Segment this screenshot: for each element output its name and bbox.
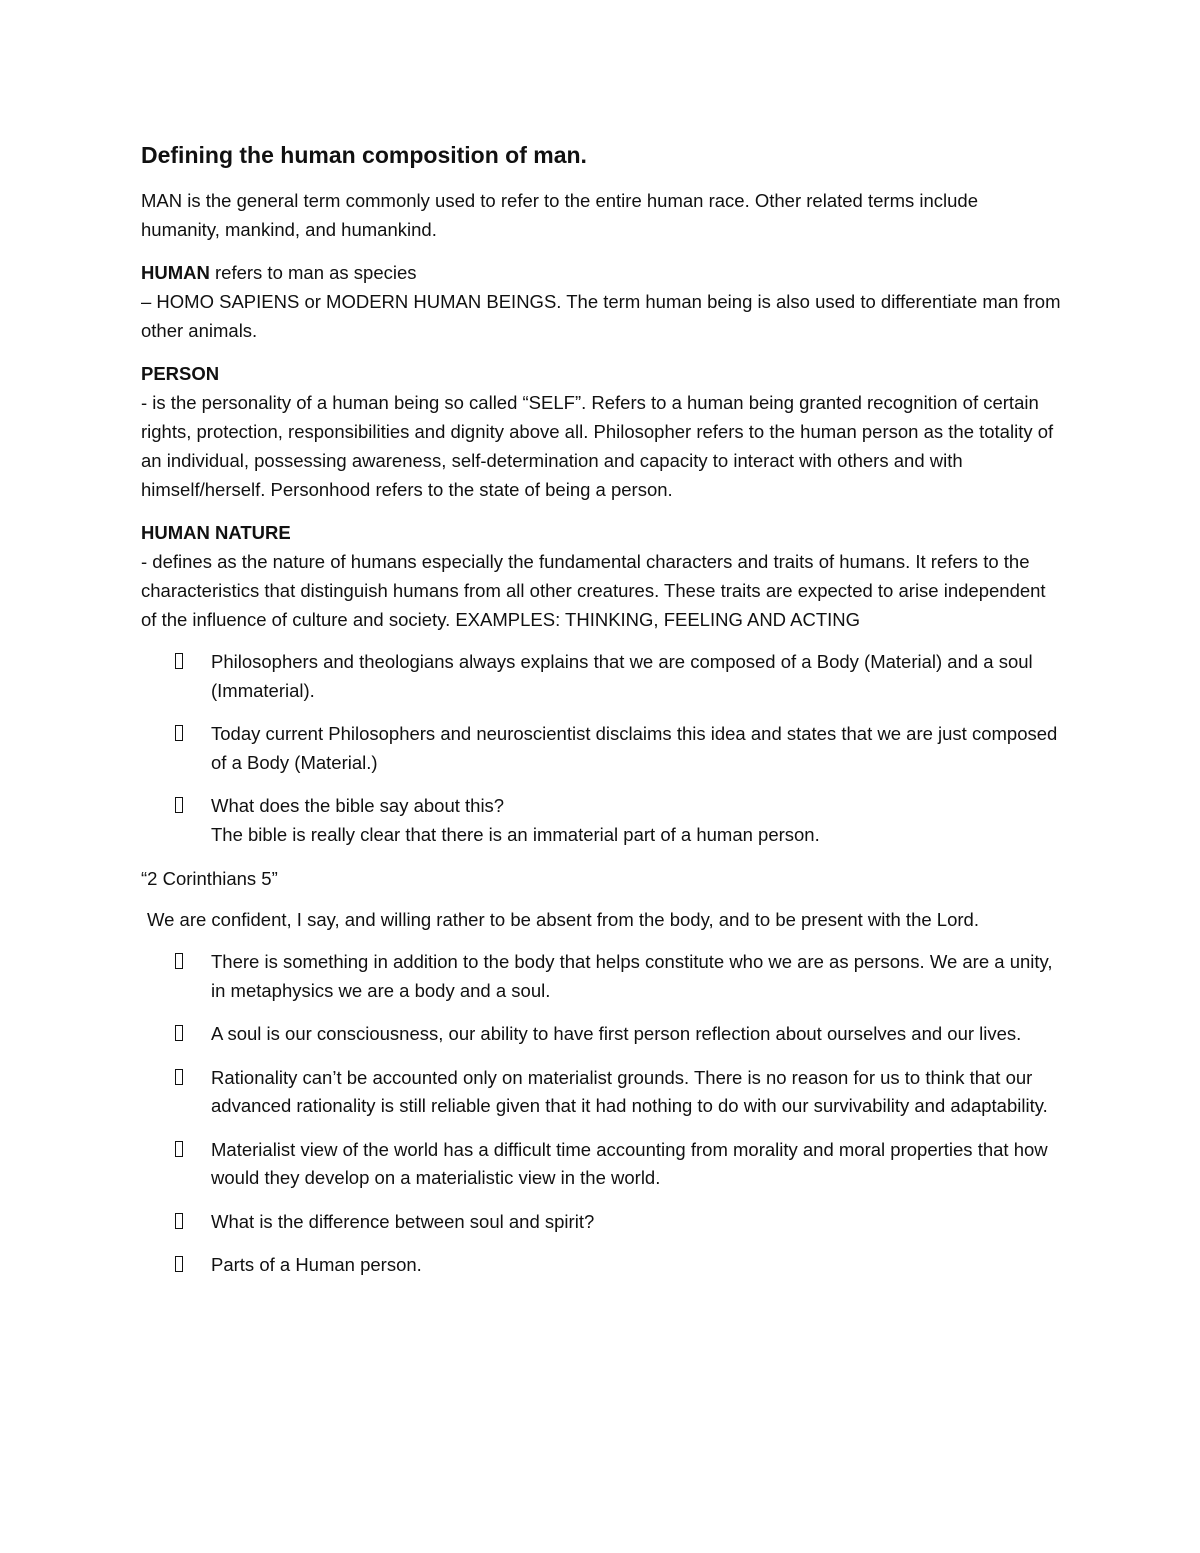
list-item-text: Materialist view of the world has a difficult time accounting from morality and moral properties that how would they develop on a materialistic view in the world. — [211, 1138, 1048, 1188]
man-paragraph: MAN is the general term commonly used to refer to the entire human race. Other related terms include humanity, mankind, and humankind. — [141, 190, 978, 240]
bullet-box-icon — [175, 1213, 183, 1229]
list-item-text: Parts of a Human person. — [211, 1254, 422, 1275]
bullet-box-icon — [175, 1069, 183, 1085]
person-section — [141, 359, 1061, 504]
list-item-text: A soul is our consciousness, our ability to have first person reflection about ourselves and our lives. — [211, 1023, 1022, 1044]
bullet-list-soul — [141, 948, 1061, 1280]
person-definition: - is the personality of a human being so called “SELF”. Refers to a human being granted recognition of certain rights, protection, responsibilities and dignity above all. Philosopher refers to the human person as the totality of an individual, possessing awareness, self-determination and capacity to interact with others and with himself/herself. Personhood refers to the state of being a person. — [141, 392, 1054, 500]
list-item — [141, 1064, 1061, 1121]
human-heading: HUMAN — [141, 262, 210, 283]
scripture-reference: “2 Corinthians 5” — [141, 868, 278, 889]
bullet-box-icon — [175, 953, 183, 969]
bullet-box-icon — [175, 1141, 183, 1157]
list-item-text: There is something in addition to the body that helps constitute who we are as persons. We are a unity, in metaphysics we are a body and a soul. — [211, 951, 1053, 1001]
list-item — [141, 720, 1061, 777]
list-item-text: Today current Philosophers and neuroscientist disclaims this idea and states that we are just composed of a Body (Material.) — [211, 723, 1058, 773]
list-item-text: Rationality can’t be accounted only on materialist grounds. There is no reason for us to think that our advanced rationality is still reliable given that it had nothing to do with our survivability and adaptability. — [211, 1066, 1048, 1116]
list-item — [141, 1020, 1061, 1049]
human-detail: – HOMO SAPIENS or MODERN HUMAN BEINGS. The term human being is also used to differentiate man from other animals. — [141, 291, 1061, 341]
human-nature-heading: HUMAN NATURE — [141, 522, 291, 543]
list-item — [141, 792, 1061, 849]
scripture-verse: We are confident, I say, and willing rather to be absent from the body, and to be present with the Lord. — [147, 909, 979, 930]
list-item — [141, 1136, 1061, 1193]
bullet-box-icon — [175, 725, 183, 741]
bullet-list-body-soul — [141, 648, 1061, 849]
bullet-box-icon — [175, 653, 183, 669]
list-item — [141, 1251, 1061, 1280]
list-item-subtext: The bible is really clear that there is an immaterial part of a human person. — [211, 823, 820, 845]
bullet-box-icon — [175, 1256, 183, 1272]
list-item-text: Philosophers and theologians always explains that we are composed of a Body (Material) and a soul (Immaterial). — [211, 651, 1033, 701]
person-heading: PERSON — [141, 363, 220, 384]
list-item — [141, 648, 1061, 705]
bullet-box-icon — [175, 1025, 183, 1041]
human-section — [141, 258, 1061, 345]
list-item — [141, 1208, 1061, 1237]
list-item-text: What does the bible say about this? — [211, 795, 505, 816]
human-nature-definition: - defines as the nature of humans especially the fundamental characters and traits of humans. It refers to the characteristics that distinguish humans from all other creatures. These traits are expected to arise independent of the influence of culture and society. EXAMPLES: THINKING, FEELING AND ACTING — [141, 551, 1046, 630]
list-item-text: What is the difference between soul and spirit? — [211, 1210, 595, 1232]
human-nature-section — [141, 518, 1061, 634]
list-item — [141, 948, 1061, 1005]
bullet-box-icon — [175, 797, 183, 813]
human-definition: refers to man as species — [209, 262, 417, 283]
document-title: Defining the human composition of man. — [141, 142, 587, 168]
document-page — [141, 140, 1061, 1295]
